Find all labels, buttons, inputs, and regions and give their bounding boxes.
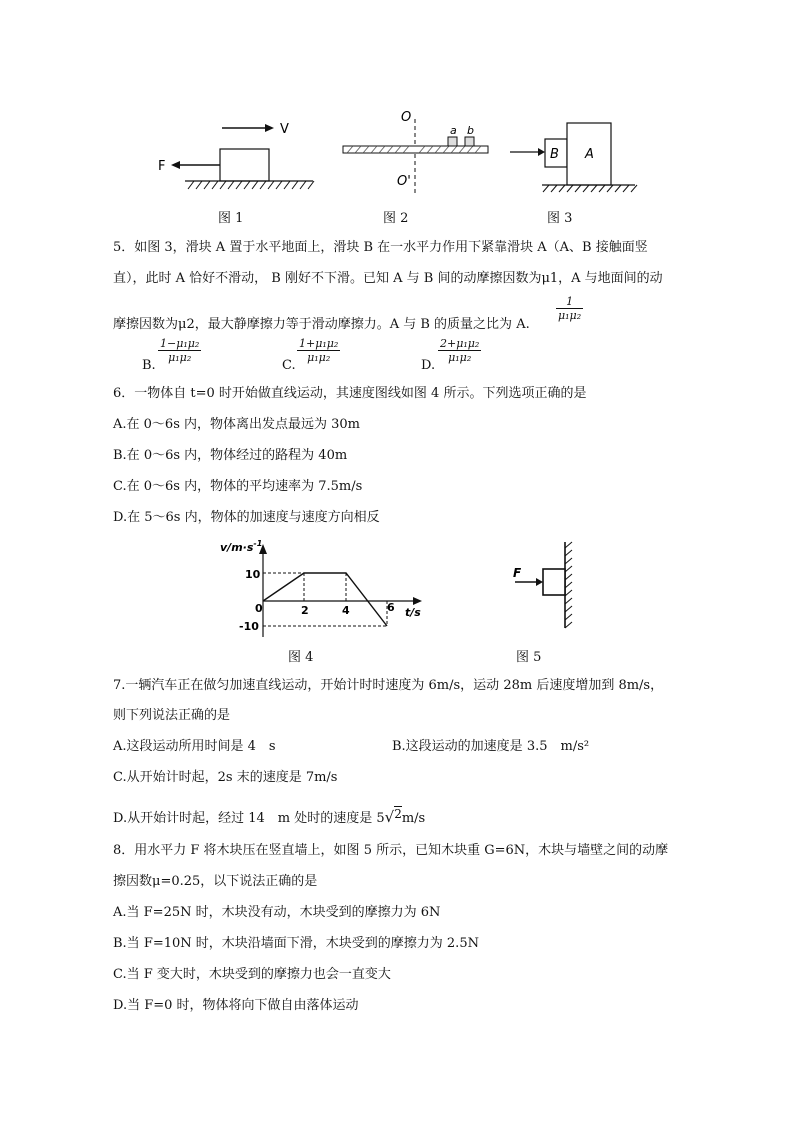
figure-3-caption: 图 3 [547, 211, 573, 226]
fraction-numerator: 1−μ₁μ₂ [160, 337, 200, 350]
figure-5 [505, 540, 585, 635]
q6-option-a: A.在 0～6s 内，物体离出发点最远为 30m [113, 417, 361, 432]
fraction-denominator: μ₁μ₂ [448, 351, 472, 364]
q5-option-c-fraction [297, 337, 340, 364]
x-tick-4: 4 [342, 604, 350, 617]
velocity-label: V [280, 122, 289, 137]
fraction-numerator: 1 [556, 295, 583, 309]
figure-1-caption: 图 1 [218, 211, 244, 226]
fraction-numerator: 2+μ₁μ₂ [440, 337, 480, 350]
y-tick-10: 10 [245, 568, 261, 581]
block [220, 149, 269, 181]
figure-3 [505, 115, 645, 195]
block-b-label: b [467, 124, 474, 137]
q8-option-a: A.当 F=25N 时，木块没有动，木块受到的摩擦力为 6N [113, 905, 441, 920]
x-tick-2: 2 [301, 604, 309, 617]
block-a [448, 137, 457, 146]
q8-line-1: 8．用水平力 F 将木块压在竖直墙上，如图 5 所示，已知木块重 G=6N，木块与墙壁之间的动摩 [113, 843, 669, 858]
block-b [465, 137, 474, 146]
y-tick-neg10: -10 [239, 620, 259, 633]
fraction-numerator: 1+μ₁μ₂ [299, 337, 339, 350]
x-axis-label: t/s [405, 606, 421, 619]
q6-option-c: C.在 0～6s 内，物体的平均速率为 7.5m/s [113, 479, 363, 494]
q5-option-b-label: B. [142, 358, 156, 373]
wooden-block [543, 569, 565, 595]
sqrt-radicand: 2 [394, 807, 402, 821]
q6-option-b: B.在 0～6s 内，物体经过的路程为 40m [113, 448, 348, 463]
q7-option-d-text: D.从开始计时起，经过 14 m 处时的速度是 5 [113, 811, 385, 826]
q8-option-b: B.当 F=10N 时，木块沿墙面下滑，木块受到的摩擦力为 2.5N [113, 936, 479, 951]
fraction-denominator: μ₁μ₂ [558, 309, 582, 322]
q7-line-1: 7.一辆汽车正在做匀加速直线运动，开始计时时速度为 6m/s，运动 28m 后速度增加到 8m/s， [113, 678, 664, 693]
figure-4-caption: 图 4 [288, 650, 314, 665]
q7-option-c: C.从开始计时起，2s 末的速度是 7m/s [113, 770, 338, 785]
force-label: F [158, 159, 166, 174]
q8-option-d: D.当 F=0 时，物体将向下做自由落体运动 [113, 998, 359, 1013]
turntable [343, 146, 488, 153]
q7-option-a: A.这段运动所用时间是 4 s [113, 739, 276, 754]
block-a-label: a [450, 124, 457, 137]
figure-2 [335, 105, 500, 195]
q5-line-1: 5．如图 3，滑块 A 置于水平地面上，滑块 B 在一水平力作用下紧靠滑块 A（A、B 接触面竖 [113, 240, 648, 255]
fraction-denominator: μ₁μ₂ [307, 351, 331, 364]
figure-5-caption: 图 5 [516, 650, 542, 665]
q7-option-d-unit: m/s [401, 811, 426, 826]
figure-4-vt-graph [215, 537, 425, 642]
q5-line-2: 直），此时 A 恰好不滑动， B 刚好不下滑。已知 A 与 B 间的动摩擦因数为μ1，A 与地面间的动 [113, 271, 663, 286]
q7-option-b: B.这段运动的加速度是 3.5 m/s² [392, 739, 590, 754]
q5-option-d-label: D. [421, 358, 436, 373]
q5-option-c-label: C. [282, 358, 296, 373]
q5-line-3: 摩擦因数为μ2，最大静摩擦力等于滑动摩擦力。A 与 B 的质量之比为 A. [113, 317, 530, 332]
block-a-label: A [585, 147, 594, 162]
velocity-line [263, 573, 387, 626]
fraction-denominator: μ₁μ₂ [168, 351, 192, 364]
q8-line-2: 擦因数μ=0.25，以下说法正确的是 [113, 874, 318, 889]
q7-line-2: 则下列说法正确的是 [113, 708, 231, 723]
figure-2-caption: 图 2 [383, 211, 409, 226]
y-tick-0: 0 [255, 602, 263, 615]
q6-stem: 6．一物体自 t=0 时开始做直线运动，其速度图线如图 4 所示。下列选项正确的是 [113, 386, 587, 401]
figure-1 [150, 115, 325, 195]
x-tick-6: 6 [387, 601, 395, 614]
block-b-label: B [550, 147, 559, 162]
q5-option-a-fraction [556, 295, 583, 322]
sqrt-symbol: √ [384, 808, 395, 826]
force-label: F [513, 566, 522, 580]
q8-option-c: C.当 F 变大时，木块受到的摩擦力也会一直变大 [113, 967, 391, 982]
axis-o-label: O [401, 110, 412, 125]
q5-option-d-fraction [438, 337, 481, 364]
q6-option-d: D.在 5～6s 内，物体的加速度与速度方向相反 [113, 510, 380, 525]
axis-o-prime-label: O' [397, 174, 411, 189]
q7-option-d [113, 808, 425, 828]
y-axis-label: $v/m\cdot s^{-1}$ [220, 539, 263, 554]
q5-option-b-fraction [158, 337, 201, 364]
